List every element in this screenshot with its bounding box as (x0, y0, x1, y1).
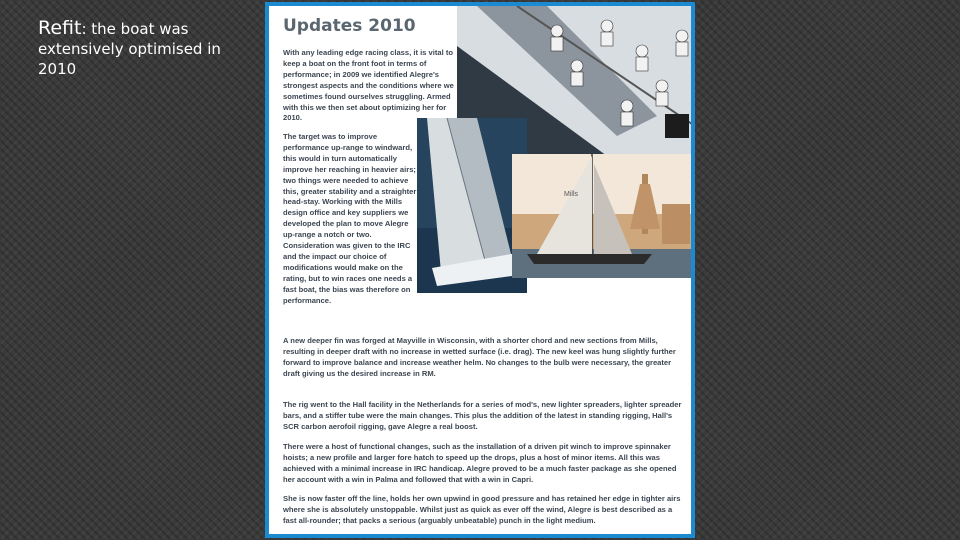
paragraph-functional: There were a host of functional changes, such as the installation of a driven pit winch to improve spinnaker hoists; a new profile and larger fore hatch to speed up the drops, plus a host of minor items. All this was achieved with a minimal increase in IRC handicap. Alegre proved to be a much faster package as she opened her account with a win in Palma and followed that with a win in Capri. (283, 442, 677, 484)
slide-title-lead: Refit (38, 17, 82, 39)
paragraph-summary: She is now faster off the line, holds her own upwind in good pressure and has retained her edge in tighter airs where she is absolutely unstoppable. Whilst just as quick as ever off the wind, Alegre is best described as a fast all-rounder; that packs a serious (arguably unbeatable) punch in the light medium. (283, 494, 681, 525)
paragraph-target: The target was to improve performance up-range to windward, this would in turn automatically improve her reaching in heavier airs; two things were needed to achieve this, greater stability and a straighter head-stay. Working with the Mills design office and key suppliers we developed the plan to move Alegre up-range a notch or two. Consideration was given to the IRC and the impact our choice of modifications would make on the rating, but to win races one needs a fast boat, the bias was therefore on performance. (283, 132, 417, 305)
sail-water-photo (417, 118, 527, 293)
paragraph-keel: A new deeper fin was forged at Mayville in Wisconsin, with a shorter chord and new sections from Mills, resulting in deeper draft with no increase in wetted surface (i.e. drag). The new keel was hung slightly further forward to improve balance and increase weather helm. No changes to the bulb were necessary, the greater draft giving us the desired increase in RM. (283, 336, 676, 378)
sail-mark: Mills (564, 191, 578, 198)
paragraph-intro: With any leading edge racing class, it is vital to keep a boat on the front foot in terms of performance; in 2009 we identified Alegre's strongest aspects and the conditions where we sometimes found ourselves struggling. Armed with this we then set about optimizing her for 2010. (283, 48, 454, 123)
document-page (265, 2, 695, 538)
paragraph-rig: The rig went to the Hall facility in the Netherlands for a series of mod's, new lighter spreaders, lighter spreader bars, and a stiffer tube were the main changes. This plus the addition of the latest in standing rigging, Hall's SCR carbon aerofoil rigging, gave Alegre a real boost. (283, 400, 682, 431)
slide-title-rest: : the boat was extensively optimised in 2010 (38, 20, 221, 78)
document-heading: Updates 2010 (283, 16, 416, 36)
yacht-shore-photo (512, 154, 695, 278)
slide-title (38, 18, 258, 79)
